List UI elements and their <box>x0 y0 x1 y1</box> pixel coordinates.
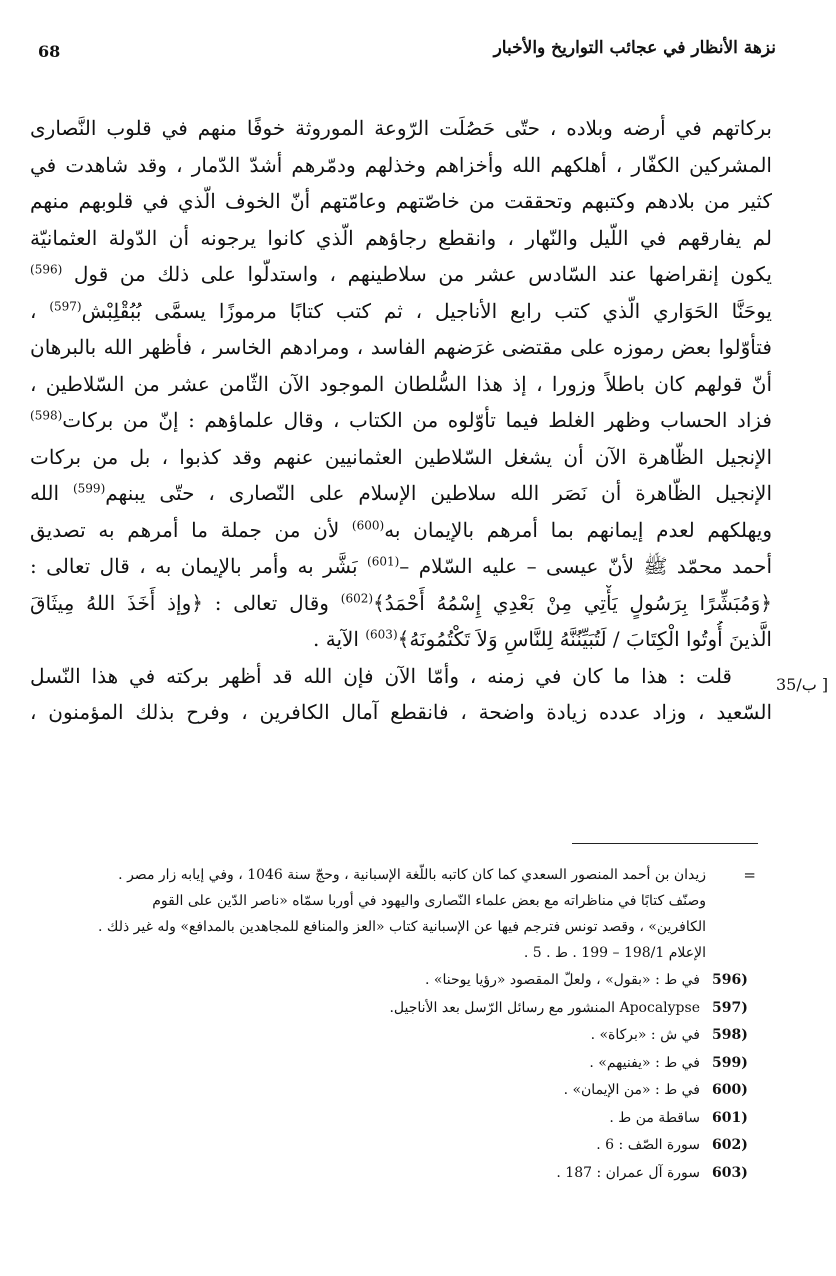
continuation-marker: = <box>743 866 756 884</box>
text-line: يكون إنقراضها عند السّادس عشر من سلاطينهم ، واستدلّوا على ذلك من قول $^{(596)}$ <box>30 262 772 286</box>
footnote-number: 598) <box>712 1027 748 1043</box>
page-number: 68 <box>38 42 61 61</box>
footnote-number: 599) <box>712 1054 748 1071</box>
text-line: قلت : هذا ما كان في زمنه ، وأمّا الآن فإن الله قد أظهر بركته في هذا النّسل <box>30 663 732 688</box>
footnote-item <box>38 967 756 994</box>
footnote-text: ساقطة من ط . <box>609 1109 700 1126</box>
footnote-text: في ط : «من الإيمان» . <box>563 1082 700 1098</box>
footnote-line: الكافرين» ، وقصد تونس فترجم فيها عن الإسبانية كتاب «العز والمنافع للمجاهدين بالمدافع» وله غير ذلك . <box>98 919 706 935</box>
footnote-text: سورة الصّف : 6 . <box>596 1137 700 1153</box>
footnote-item <box>38 1132 756 1159</box>
footnote-item <box>38 1022 756 1049</box>
text-line: يوحَنَّا الحَوَاري الّذي كتب رابع الأناجيل ، ثم كتب كتابًا مرموزًا يسمَّى بُبُقْلِبْش$^{(597)}$ ، <box>30 298 772 323</box>
footnote-number: 602) <box>712 1137 748 1153</box>
margin-folio-note: 35/ب ] <box>776 675 829 694</box>
text-line: فتأوّلوا بعض رموزه على مقتضى غرَضهم الفاسد ، ومرادهم الخاسر ، فأظهر الله بالبرهان <box>30 335 772 359</box>
quran-quote-line: الَّذينَ أُوتُوا الْكِتَابَ / لَتُبَيِّنُنَّهُ لِلنَّاسِ وَلاَ تَكْتُمُونَهُ﴾$^{(603)}$ الآية . <box>313 627 772 651</box>
text-line: الإنجيل الظّاهرة أن نَصَر الله سلاطين الإسلام على النّصارى ، حتّى يبنهم$^{(599)}$ الله <box>30 481 772 505</box>
footnote-ref: (600) <box>351 517 385 532</box>
footnote-ref: (599) <box>72 481 106 496</box>
text-line: بركاتهم في أرضه وبلاده ، حتّى حَصُلَت الرّوعة الموروثة خوفًا منهم في قلوب النَّصارى <box>30 116 772 140</box>
footnote-text: Apocalypse المنشور مع رسائل الرّسل بعد الأناجيل. <box>389 999 700 1016</box>
footnote-number: 596) <box>712 972 748 988</box>
text-line: لم يفارقهم في اللّيل والنّهار ، وانقطع رجاؤهم الّذي كانوا يرجونه أن الدّولة العثمانيّة <box>30 225 772 250</box>
footnote-continuation <box>38 862 756 966</box>
footnote-item <box>38 1160 756 1187</box>
footnote-text: في ط : «يفنيهم» . <box>589 1054 700 1071</box>
footnote-ref: (603) <box>365 627 398 642</box>
footnote-ref: (598) <box>30 408 63 423</box>
page-header <box>38 38 776 68</box>
quran-quote-line: ﴿وَمُبَشِّرًا بِرَسُولٍ يَأْتِي مِنْ بَعْدِي إِسْمُهُ أَحْمَدُ﴾$^{(602)}$ وقال تعالى : ﴿وإذ أَخَذَ اللهُ مِيثَاقَ <box>30 590 772 615</box>
running-title: نزهة الأنظار في عجائب التواريخ والأخبار <box>493 38 776 58</box>
text-line: أنّ قولهم كان باطلاً وزورا ، إذ هذا السُّلطان الموجود الآن الثّامن عشر من السّلاطين ، <box>30 371 772 396</box>
footnotes <box>38 862 756 1186</box>
footnote-item <box>38 1077 756 1104</box>
text-line: الإنجيل الظّاهرة الآن أن يشغل السّلاطين العثمانيين عنهم وقد كذبوا ، بل من بركات <box>30 444 772 469</box>
footnote-ref: (601) <box>367 554 400 569</box>
footnote-text: سورة آل عمران : 187 . <box>556 1164 700 1181</box>
footnote-text: في ط : «بقول» ، ولعلّ المقصود «رؤيا يوحنا» . <box>425 972 700 988</box>
main-text <box>30 110 772 731</box>
footnote-text: في ش : «بركاة» . <box>590 1027 700 1043</box>
footnote-item <box>38 1105 756 1132</box>
text-line: المشركين الكفّار ، أهلكهم الله وأخزاهم وخذلهم ودمّرهم أشدّ الدّمار ، وقد شاهدت في <box>30 152 772 177</box>
text-line: أحمد محمّد ﷺ لأنّ عيسى – عليه السّلام –$^{(601)}$ بَشَّر به وأمر بالإيمان به ، قال تعالى : <box>30 554 772 578</box>
text-line: فزاد الحساب وظهر الغلط فيما تأوّلوه من الكتاب ، وقال علماؤهم : إنّ من بركات$^{(598)}$ <box>30 408 772 432</box>
footnote-line: الإعلام 198/1 – 199 . ط . 5 . <box>523 945 706 961</box>
footnote-number: 603) <box>712 1164 748 1181</box>
footnote-ref: (597) <box>49 298 82 313</box>
footnote-ref: (602) <box>340 590 374 605</box>
footnote-number: 600) <box>712 1082 748 1098</box>
text-line: كثير من بلادهم وكتبهم وتحققت من خاصّتهم وعامّتهم أنّ الخوف الّذي في قلوبهم منهم <box>30 189 772 213</box>
footnote-item <box>38 995 756 1022</box>
text-line: السّعيد ، وزاد عدده زيادة واضحة ، فانقطع آمال الكافرين ، وفرح بذلك المؤمنون ، <box>30 700 772 724</box>
footnote-number: 597) <box>712 999 748 1016</box>
footnote-line: زيدان بن أحمد المنصور السعدي كما كان كاتبه باللّغة الإسبانية ، وحجّ سنة 1046 ، وفي إيابه زار مصر . <box>118 867 706 883</box>
footnote-number: 601) <box>712 1109 748 1126</box>
footnote-line: وصنّف كتابًا في مناظراته مع بعض علماء النّصارى واليهود في أوربا سمّاه «ناصر الدّين على القوم <box>152 893 706 909</box>
text-line: ويهلكهم لعدم إيمانهم بما أمرهم بالإيمان به$^{(600)}$ لأن من جملة ما أمرهم به تصديق <box>30 517 772 542</box>
footnote-divider <box>572 843 758 844</box>
footnote-ref: (596) <box>30 262 63 277</box>
footnote-item <box>38 1050 756 1077</box>
